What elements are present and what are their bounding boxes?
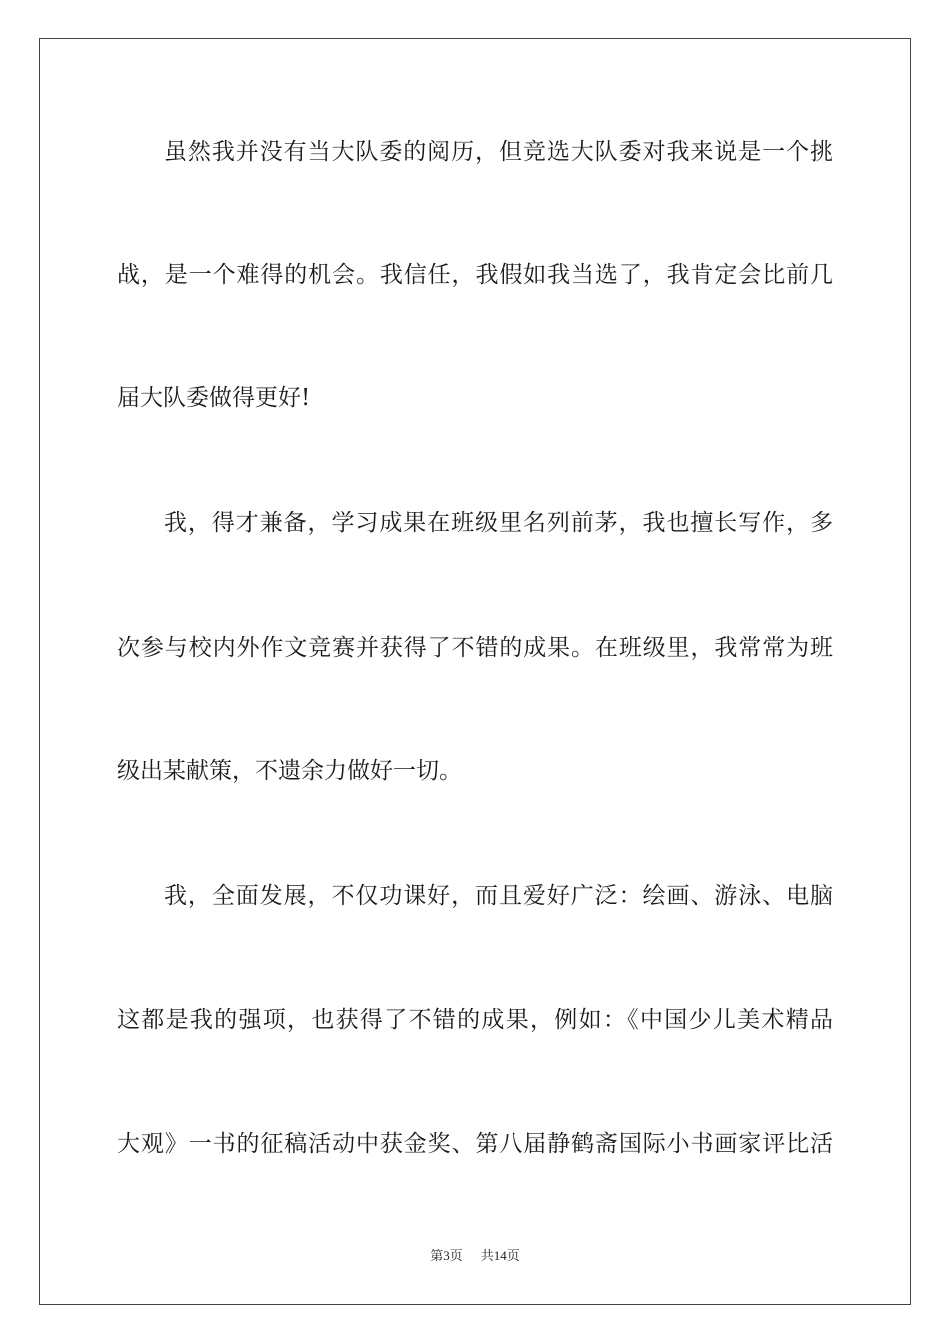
paragraph-1-line-1: 虽然我并没有当大队委的阅历，但竞选大队委对我来说是一个挑: [164, 139, 833, 165]
page-footer: [0, 1246, 950, 1266]
paragraph-2-line-3: 级出某献策，不遗余力做好一切。: [117, 758, 462, 784]
paragraph-2-line-1: 我，得才兼备，学习成果在班级里名列前茅，我也擅长写作，多: [164, 510, 833, 536]
page-border: [39, 38, 911, 1305]
paragraph-1-line-2: 战，是一个难得的机会。我信任，我假如我当选了，我肯定会比前几: [117, 262, 833, 288]
page-number-current: 第3页: [430, 1248, 463, 1263]
paragraph-1-line-3: 届大队委做得更好!: [117, 385, 311, 411]
paragraph-2-line-2: 次参与校内外作文竞赛并获得了不错的成果。在班级里，我常常为班: [117, 635, 833, 661]
paragraph-3-line-1: 我，全面发展，不仅功课好，而且爱好广泛：绘画、游泳、电脑: [164, 883, 833, 909]
paragraph-3-line-3: 大观》一书的征稿活动中获金奖、第八届静鹤斋国际小书画家评比活: [117, 1131, 833, 1157]
page-number-total: 共14页: [480, 1248, 520, 1263]
paragraph-3-line-2: 这都是我的强项，也获得了不错的成果，例如：《中国少儿美术精品: [117, 1007, 833, 1033]
